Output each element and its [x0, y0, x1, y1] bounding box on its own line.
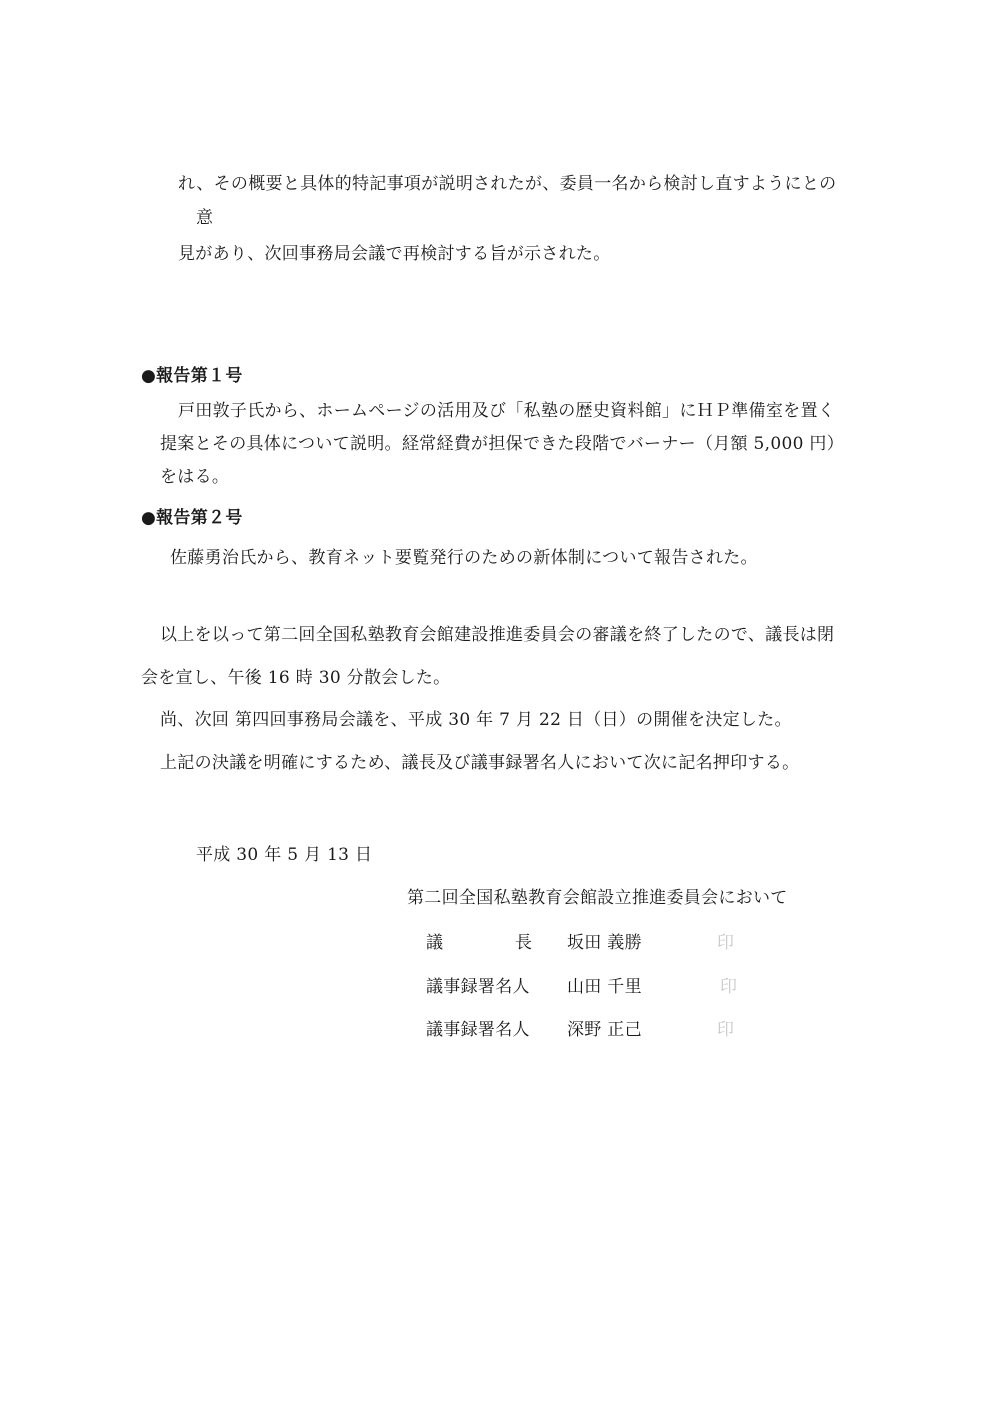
report-2-line-1: 佐藤勇治氏から、教育ネット要覧発行のための新体制について報告された。 — [170, 548, 758, 568]
report-1-heading: ●報告第１号 — [141, 366, 243, 386]
closing-line-4: 上記の決議を明確にするため、議長及び議事録署名人において次に記名押印する。 — [160, 753, 800, 773]
signature-row-chair — [426, 932, 756, 954]
report-1-line-1: 戸田敦子氏から、ホームページの活用及び「私塾の歴史資料館」にＨＰ準備室を置く — [178, 401, 836, 421]
signature-role-secretary-2: 議事録署名人 — [426, 1020, 530, 1040]
seal-mark-secretary-1: 印 — [720, 977, 738, 997]
signature-role-chair-a: 議 — [426, 933, 444, 953]
closing-line-1: 以上を以って第二回全国私塾教育会館建設推進委員会の審議を終了したので、議長は閉 — [160, 625, 835, 645]
signature-name-secretary-1: 山田 千里 — [567, 977, 642, 997]
signature-row-secretary-2 — [426, 1019, 756, 1041]
signature-role-secretary-1: 議事録署名人 — [426, 977, 530, 997]
document-date: 平成 30 年 5 月 13 日 — [196, 845, 373, 865]
signature-role-chair-b: 長 — [515, 933, 533, 953]
intro-line-1: れ、その概要と具体的特記事項が説明されたが、委員一名から検討し直すようにとの — [178, 174, 837, 194]
signature-name-secretary-2: 深野 正己 — [567, 1020, 642, 1040]
intro-line-2: 意 — [196, 208, 214, 228]
closing-line-3: 尚、次回 第四回事務局会議を、平成 30 年 7 月 22 日（日）の開催を決定した。 — [160, 710, 792, 730]
closing-line-2: 会を宣し、午後 16 時 30 分散会した。 — [141, 668, 451, 688]
intro-line-3: 見があり、次回事務局会議で再検討する旨が示された。 — [178, 244, 611, 264]
committee-name: 第二回全国私塾教育会館設立推進委員会において — [407, 888, 788, 908]
report-2-heading: ●報告第２号 — [141, 508, 243, 528]
seal-mark-chair: 印 — [717, 933, 735, 953]
signature-name-chair: 坂田 義勝 — [567, 933, 642, 953]
report-1-line-3: をはる。 — [160, 467, 230, 487]
report-1-line-2: 提案とその具体について説明。経常経費が担保できた段階でバーナー（月額 5,000 円） — [160, 434, 845, 454]
seal-mark-secretary-2: 印 — [717, 1020, 735, 1040]
signature-row-secretary-1 — [426, 976, 756, 998]
